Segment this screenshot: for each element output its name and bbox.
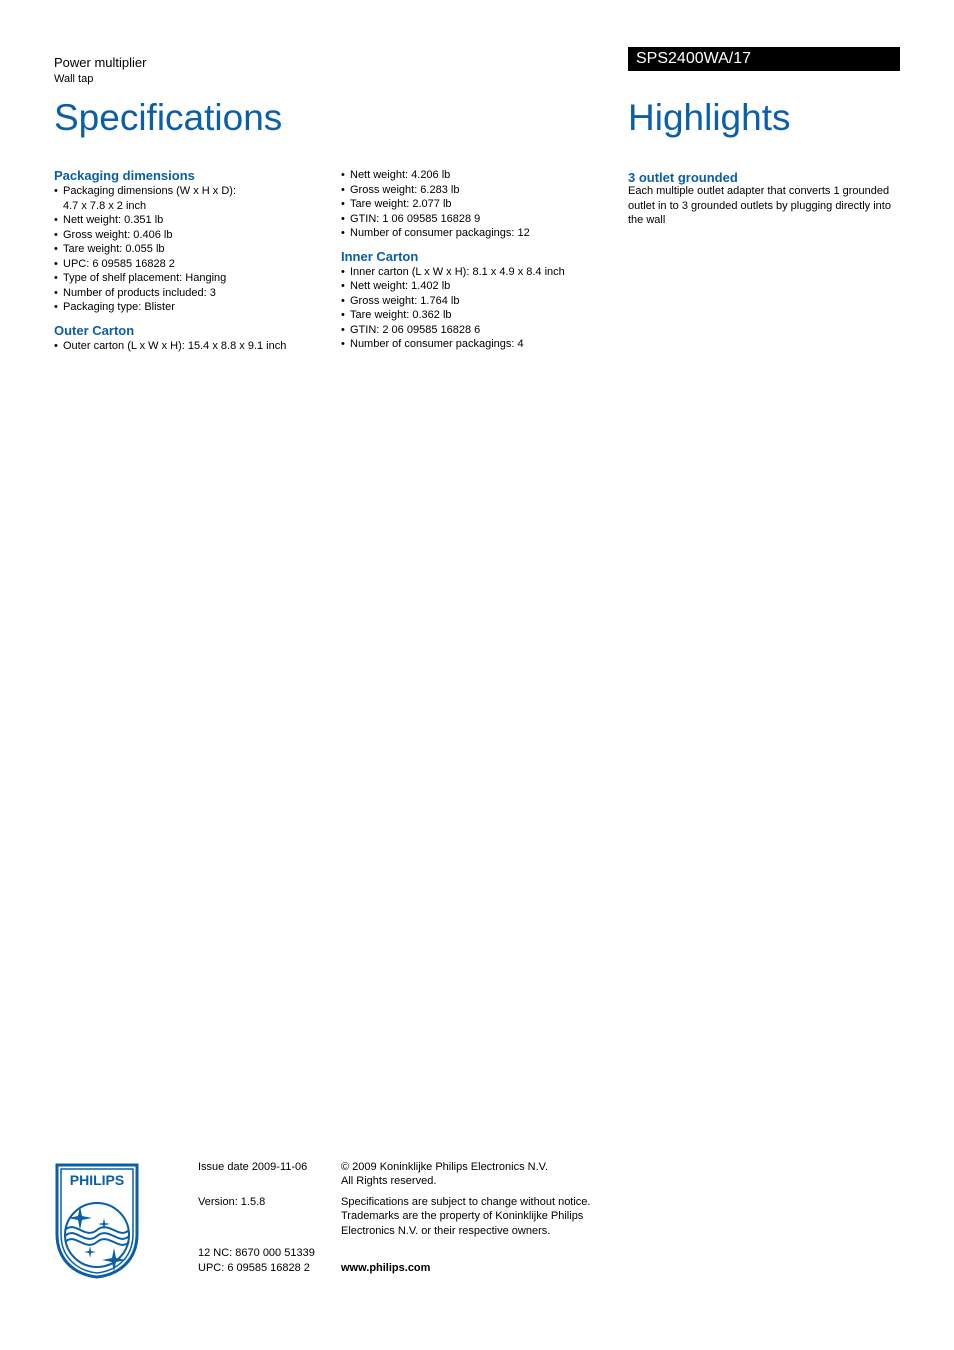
website-link[interactable]: www.philips.com [341,1262,431,1274]
model-number-bar [628,47,900,71]
notice-line-3: Electronics N.V. or their respective owners. [341,1225,551,1237]
issue-date: Issue date 2009-11-06 [198,1161,308,1173]
list-item: • Outer carton (L x W x H): 15.4 x 8.8 x 9.1 inch [54,339,324,354]
footer-upc: UPC: 6 09585 16828 2 [198,1262,310,1274]
copyright-line-1: © 2009 Koninklijke Philips Electronics N.V. [341,1161,549,1173]
outer-carton-list-continued [341,168,611,241]
outer-carton-heading: Outer Carton [54,322,135,338]
list-item: • Type of shelf placement: Hanging [54,271,324,286]
list-item: • Tare weight: 2.077 lb [341,197,611,212]
list-item: • Inner carton (L x W x H): 8.1 x 4.9 x 8.4 inch [341,265,611,280]
list-item: • Nett weight: 4.206 lb [341,168,611,183]
inner-carton-heading: Inner Carton [341,248,419,264]
product-name: Power multiplier [54,55,147,70]
list-item: • UPC: 6 09585 16828 2 [54,257,324,272]
list-item: • Number of consumer packagings: 12 [341,226,611,241]
list-item: • GTIN: 1 06 09585 16828 9 [341,212,611,227]
list-item: • Tare weight: 0.362 lb [341,308,611,323]
specifications-title: Specifications [54,97,283,138]
philips-shield-logo [54,1162,140,1280]
list-item: • GTIN: 2 06 09585 16828 6 [341,323,611,338]
list-item: • Number of products included: 3 [54,286,324,301]
specs-column-left [54,168,324,361]
list-item: • Number of consumer packagings: 4 [341,337,611,352]
spec-value: 4.7 x 7.8 x 2 inch [63,199,147,212]
notice-line-2: Trademarks are the property of Koninklijke Philips [341,1210,584,1222]
twelve-nc: 12 NC: 8670 000 51339 [198,1247,315,1259]
spec-label: Packaging dimensions (W x H x D): [63,185,236,197]
notice-line-1: Specifications are subject to change without notice. [341,1196,591,1208]
highlight-heading: 3 outlet grounded [628,170,738,185]
list-item: • Gross weight: 0.406 lb [54,228,324,243]
version: Version: 1.5.8 [198,1196,266,1208]
packaging-dimensions-heading: Packaging dimensions [54,168,195,183]
list-item: • Nett weight: 0.351 lb [54,213,324,228]
list-item: • Gross weight: 6.283 lb [341,183,611,198]
list-item: • Nett weight: 1.402 lb [341,279,611,294]
list-item [54,184,324,213]
inner-carton-list [341,265,611,352]
copyright-line-2: All Rights reserved. [341,1175,437,1187]
product-subtitle: Wall tap [54,73,94,85]
packaging-dimensions-list [54,184,324,315]
logo-wordmark: PHILIPS [69,1172,125,1188]
specs-column-middle [341,168,611,360]
outer-carton-list [54,339,324,354]
highlights-title: Highlights [628,97,791,138]
list-item: • Tare weight: 0.055 lb [54,242,324,257]
list-item: • Gross weight: 1.764 lb [341,294,611,309]
list-item: • Packaging type: Blister [54,300,324,315]
model-number: SPS2400WA/17 [636,50,752,67]
highlight-text: Each multiple outlet adapter that converts 1 grounded outlet in to 3 grounded outlets by plugging directly into the wall [628,185,891,226]
